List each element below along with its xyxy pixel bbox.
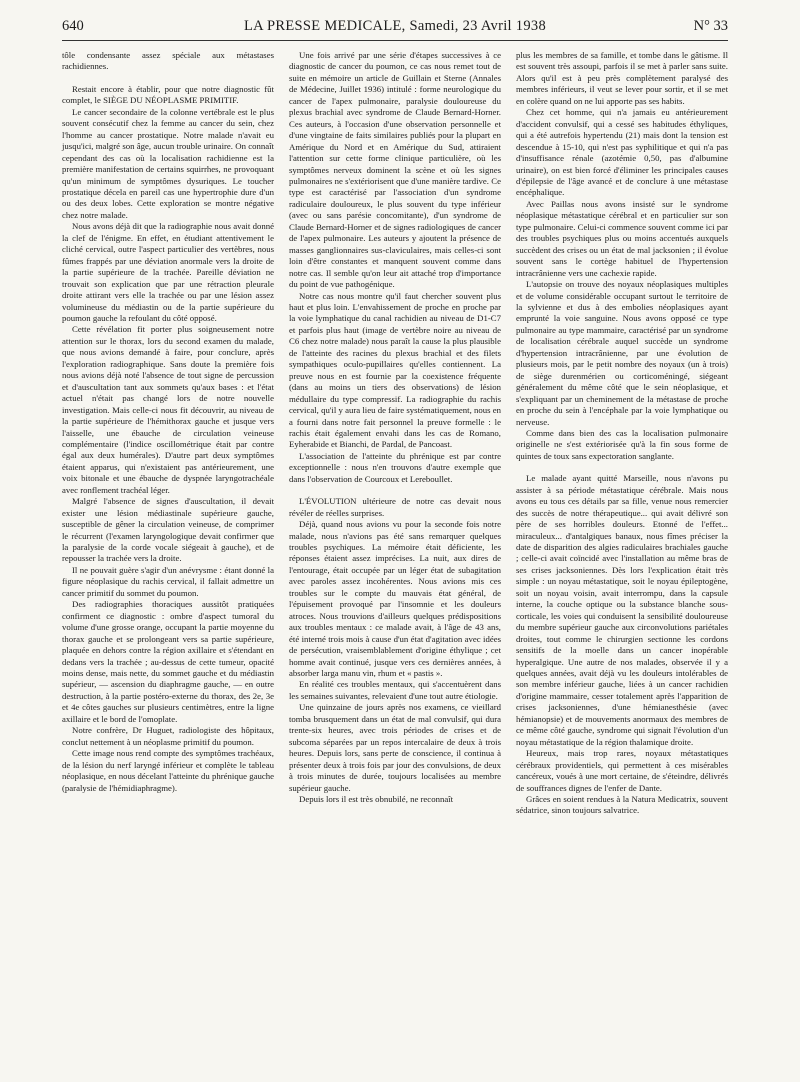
paragraph: Notre cas nous montre qu'il faut chercher souvent plus haut et plus loin. L'envahissement de proche en proche par la voie lymphatique du canal rachidien au niveau de D1-C7 et parfois plus haut (image de vertèbre noire au niveau de C6 chez notre malade) nous paraît la cause la plus plausible de l'atteinte des racines du plexus brachial et des filets sympathiques oculo-pupillaires qu'elles contiennent. La preuve nous en est fournie par la coexistence fréquente (dans au moins un tiers des observations) de lésion médullaire du type compressif. La radiographie du rachis cervical, qu'il y aura lieu de faire systématiquement, nous en a fourni dans notre fait personnel la preuve formelle : le rachis était également envahi dans les cas de Romano, Eyherabide et Bianchi, de Pardal, de Pancoast. (289, 290, 501, 450)
paragraph: Restait encore à établir, pour que notre diagnostic fût complet, le SIÈGE DU NÉOPLASME PRIMITIF. (62, 83, 274, 106)
paragraph: Des radiographies thoraciques aussitôt pratiquées confirment ce diagnostic : ombre d'aspect tumoral du volume d'une grosse orange, occupant la partie moyenne du thorax gauche et se prolongeant vers sa partie supérieure, plaquée en dehors contre la région axillaire et s'étendant en dedans vers la trachée ; au-dessus de cette tumeur, opacité moins dense, mais nette, du sommet gauche et du médiastin supérieur, — ascension du diaphragme gauche, — en outre destruction, à la partie postéro-externe du thorax, des 2e, 3e et 4e côtes gauches sur plusieurs centimètres, entre la ligne axillaire et le bord de l'omoplate. (62, 599, 274, 724)
paragraph: En réalité ces troubles mentaux, qui s'accentuèrent dans les semaines suivantes, relevaient d'une tout autre étiologie. (289, 679, 501, 701)
column-3 (516, 50, 728, 817)
paragraph: Avec Paillas nous avons insisté sur le syndrome néoplasique métastatique cérébral et en particulier sur son type pulmonaire. Celui-ci commence souvent comme ici par des troubles psychiques plus ou moins accentués auxquels succèdent des crises ou un état de mal jacksonien ; il évolue souvent sans le cortège habituel de l'hypertension intracrânienne vers une cachexie rapide. (516, 198, 728, 278)
header-rule (62, 40, 728, 41)
paragraph: Nous avons déjà dit que la radiographie nous avait donné la clef de l'énigme. En effet, en étudiant attentivement le cliché cervical, outre l'aspect particulier des vertèbres, nous fûmes frappés par une déviation anormale vers la droite de la partie supérieure de la trachée. Pareille déviation ne trouvait son explication que par une rétraction pleurale droite attirant vers elle la trachée ou par une lésion assez volumineuse du médiastin ou de la partie supérieure du poumon gauche la refoulant du côté opposé. (62, 221, 274, 323)
section-evolution: L'ÉVOLUTION ultérieure de notre cas devait nous révéler de réelles surprises. (289, 496, 501, 518)
paragraph: Depuis lors il est très obnubilé, ne reconnaît (299, 794, 454, 804)
paragraph: Le malade ayant quitté Marseille, nous n'avons pu assister à sa période métastatique cérébrale. Mais nous avons eu tous ces détails par sa fille, venue nous remercier des succès de notre thérapeutique... qui avait délivré son père de ses horribles douleurs. Etonné de l'effet... miraculeux... d'antalgiques banaux, nous fîmes préciser la date de disparition des algies radiculaires brachiales gauche ; celle-ci avait coïncidé avec l'installation au même bras de ses crises jacksoniennes. Dès lors l'explication était très simple : un noyau métastatique, soit le noyau épileptogène, soit un noyau voisin, avait interrompu, dans la capsule interne, la couche optique ou la substance blanche sous-corticale, les voies qui conduisent la sensibilité douloureuse du membre supérieur gauche aux circonvolutions pariétales droites, tout comme le chirurgien sectionne les cordons sensitifs de la moelle dans un cancer inopérable hyperalgique. Une autre de nos malades, observée il y a quelques années, avait déjà vu les douleurs intolérables de son membre inférieur gauche, liées à un cancer rachidien d'origine mammaire, cesser totalement après l'apparition de crises jacksoniennes, d'une hémianesthésie (avec hémianopsie) et de mouvements anormaux des membres de ce même côté gauche, syndrome qui signait l'évolution d'un noyau métastatique de la région thalamique droite. (516, 473, 728, 747)
paragraph: Heureux, mais trop rares, noyaux métastatiques cérébraux providentiels, qui permettent à ces misérables cancéreux, voués à une mort certaine, de s'éteindre, délivrés de souffrances dignes de l'enfer de Dante. (516, 748, 728, 793)
paragraph: Le cancer secondaire de la colonne vertébrale est le plus souvent consécutif chez la femme au cancer du sein, chez l'homme au cancer prostatique. Notre malade n'avait eu jusqu'ici, malgré son âge, aucun trouble urinaire. On connaît cependant des cas où la localisation rachidienne est la première manifestation de certains squirrhes, ne provoquant qu'un minimum de symptômes dysuriques. Le toucher prostatique décela en pareil cas une hypertrophie dure d'un ou des deux lobes. Cette exploration se montre négative chez notre malade. (62, 106, 274, 220)
paragraph: tôle condensante assez spéciale aux métastases rachidiennes. (62, 50, 274, 72)
column-2 (289, 50, 501, 805)
paragraph: L'association de l'atteinte du phrénique est par contre exceptionnelle : nous n'en trouvons d'autre exemple que dans l'observation de Courcoux et Lereboullet. (289, 450, 501, 484)
page-number: 640 (62, 18, 84, 34)
running-header (62, 18, 728, 40)
paragraph: Il ne pouvait guère s'agir d'un anévrysme : étant donné la figure néoplasique du rachis cervical, il fallait admettre un cancer primitif du sommet du poumon. (62, 564, 274, 598)
paragraph: L'autopsie on trouve des noyaux néoplasiques multiples et de volume considérable occupant surtout le territoire de la sylvienne et dus à des embolies néoplasiques ayant emprunté la voie sanguine. Nous avons opposé ce type pulmonaire au type mammaire, caractérisé par un syndrome de localisation cérébrale auquel succède un syndrome d'hypertension intracrânienne, par une évolution de plusieurs mois, par le petit nombre des noyaux (un à trois) de siège durenmérien ou corticoméningé, siégeant généralement du même côté que le sein néoplasique, et s'expliquant par un cheminement de la métastase de proche en proche du sein à l'encéphale par la voie lymphatique ou nerveuse. (516, 279, 728, 427)
paragraph: Chez cet homme, qui n'a jamais eu antérieurement d'accident convulsif, qui a cessé ses habitudes éthyliques, qui a été autrefois hypertendu (21) mais dont la tension est descendue à 15-10, qui n'est pas syphilitique et qui n'a pas d'insuffisance rénale (azotémie 0,50, pas d'albumine urinaire), on est bien forcé d'éliminer les principales causes d'épilepsie de l'âge avancé et de conclure à une métastase encéphalique. (516, 107, 728, 198)
paragraph: Une quinzaine de jours après nos examens, ce vieillard tomba brusquement dans un état de mal convulsif, qui dura trente-six heures, avec trois périodes de crises et de subcoma séparées par un repos intercalaire de deux à trois heures. Depuis lors, sans perte de conscience, il continua à présenter deux à trois fois par jour des convulsions, de deux à trois minutes de durée, toujours localisées au membre supérieur gauche. (289, 702, 501, 793)
paragraph: Notre confrère, Dr Huguet, radiologiste des hôpitaux, conclut nettement à un néoplasme primitif du poumon. (62, 725, 274, 747)
paragraph: Comme dans bien des cas la localisation pulmonaire originelle ne s'est extériorisée qu'à la fin sous forme de quintes de toux sans expectoration sanglante. (516, 427, 728, 461)
column-1 (62, 50, 274, 794)
paragraph: Cette image nous rend compte des symptômes trachéaux, de la lésion du nerf laryngé inférieur et complète le tableau néoplasique, en nous décelant l'atteinte du phrénique gauche (paralysie de l'hémidiaphragme). (62, 748, 274, 793)
paragraph: plus les membres de sa famille, et tombe dans le gâtisme. Il est souvent très assoupi, parfois il se met à parler sans suite. Alors qu'il est à peu près complètement paralysé des membres inférieurs, il veut se lever pour sortir, et il se met en colère quand on ne lui apporte pas ses habits. (516, 50, 728, 106)
paragraph: Une fois arrivé par une série d'étapes successives à ce diagnostic de cancer du poumon, ce cas nous remet tout de suite en mémoire un article de Guillain et Sterne (Annales de Médecine, Juillet 1936) intitulé : forme neurologique du cancer de l'apex pulmonaire, paralysie douloureuse du plexus brachial avec syndrome de Claude Bernard-Horner. Ces auteurs, à l'occasion d'une observation personnelle et d'une vingtaine de faits similaires publiés pour la plupart en Amérique du Nord et en Amérique du Sud, attiraient l'attention sur cette forme clinique particulière, où les symptômes nerveux dominent la scène et où les signes pulmonaires ne s'extériorisent que d'une manière tardive. Ce type est caractérisé par l'association d'un syndrome radiculaire douloureux, le plus souvent du type inférieur (avec ou sans parésie concomitante), d'un syndrome de Claude Bernard-Horner et de signes radiologiques de cancer de l'apex pulmonaire. Les auteurs y ajoutent la présence de masses ganglionnaires sus-claviculaires, mais celles-ci sont loin d'être constantes et manquent souvent comme dans notre cas. Il semble qu'on leur ait attaché trop d'importance du point de vue pathogénique. (289, 50, 501, 290)
paragraph: Malgré l'absence de signes d'auscultation, il devait exister une lésion médiastinale supérieure gauche, susceptible de gêner la circulation veineuse, de comprimer le récurrent (l'examen laryngologique devait confirmer que la paralysie de la corde vocale siégeait à gauche), et de repousser la trachée vers la droite. (62, 496, 274, 564)
paragraph: Grâces en soient rendues à la Natura Medicatrix, souvent sédatrice, sinon toujours salvatrice. (516, 794, 728, 816)
paragraph: Cette révélation fit porter plus soigneusement notre attention sur le thorax, lors du second examen du malade, que nous avions demandé à faire, pour conclure, après l'exploration radiographique. Sans doute la première fois nous avions déjà noté l'absence de tout signe de percussion et d'auscultation tant aux sommets qu'aux bases : et l'état actuel n'était pas changé lors de notre nouvelle investigation. Mais celle-ci nous fit découvrir, au niveau de la partie supérieure de l'hémithorax gauche et jusque vers l'aisselle, une ébauche de circulation veineuse complémentaire (l'indice oscillométrique était par contre égal aux deux humérales). D'autre part deux symptômes étaient apparus, qui n'existaient pas antérieurement, une voix bitonale et une ébauche de dyspnée laryngotrachéale avec ronflement trachéal léger. (62, 324, 274, 495)
paragraph: Déjà, quand nous avions vu pour la seconde fois notre malade, nous n'avions pas été sans remarquer quelques troubles psychiques. La mémoire était déficiente, les réponses étaient assez imprécises. La nuit, aux dires de l'entourage, était occupée par un léger état de subagitation avec paroles assez incohérentes. Nous avions mis ces troubles sur le compte du mauvais état général, de l'épuisement provoqué par l'insomnie et les douleurs atroces. Nous trouvions d'ailleurs quelques prédispositions aux troubles mentaux : ce malade avait, à l'âge de 43 ans, été interné trois mois à cause d'un état d'agitation avec idées de persécution, vraisemblablement d'origine éthylique ; cet homme avait continué, jusque vers ces dernières années, à absorber larga manu vin, rhum et « pastis ». (289, 519, 501, 679)
issue-number: N° 33 (693, 18, 728, 34)
journal-title: LA PRESSE MEDICALE, Samedi, 23 Avril 1938 (243, 18, 547, 34)
